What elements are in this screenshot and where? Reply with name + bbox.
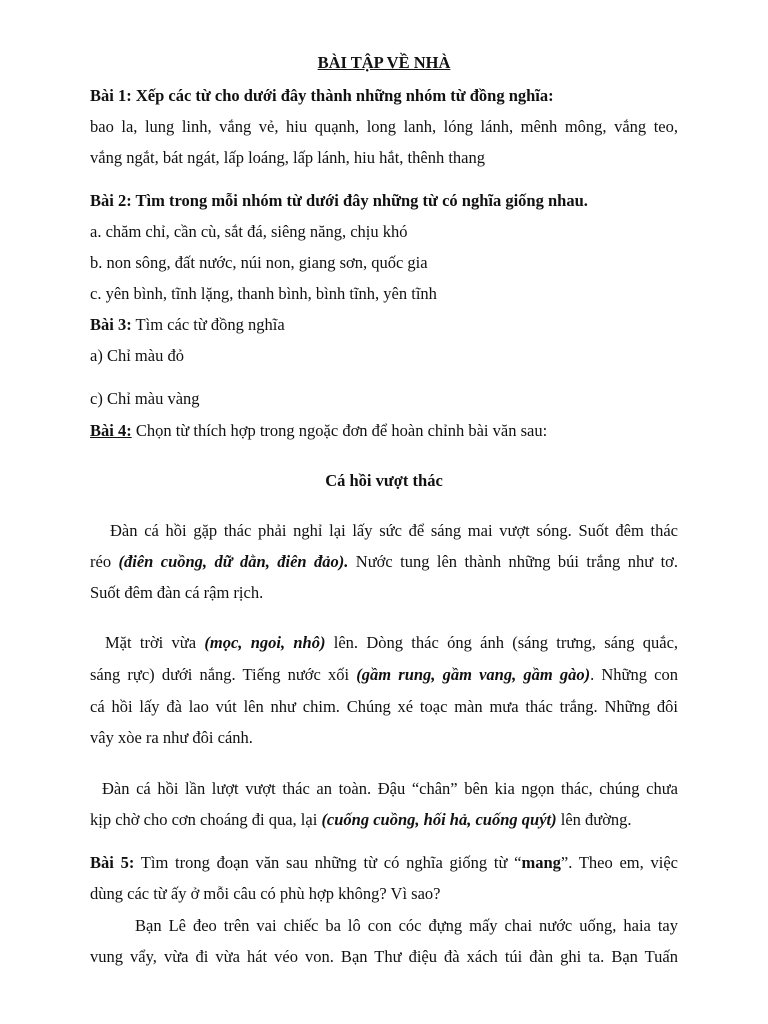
bai2-item-a: a. chăm chỉ, cần cù, sắt đá, siêng năng, chịu khó	[90, 222, 408, 241]
bai2-heading: Bài 2: Tìm trong mỗi nhóm từ dưới đây những từ có nghĩa giống nhau.	[90, 191, 588, 210]
story-p2-line1: Mặt trời vừa (mọc, ngoi, nhô) lên. Dòng thác óng ánh (sáng trưng, sáng quắc,	[105, 633, 679, 652]
story-p2-line2: sáng rực) dưới nắng. Tiếng nước xối (gầm rung, gầm vang, gầm gào). Những con	[90, 665, 678, 684]
bai2-item-c: c. yên bình, tĩnh lặng, thanh bình, bình tĩnh, yên tĩnh	[90, 284, 437, 303]
bai3-heading: Bài 3: Tìm các từ đồng nghĩa	[90, 315, 285, 334]
bai1-heading: Bài 1: Xếp các từ cho dưới đây thành những nhóm từ đồng nghĩa:	[90, 86, 554, 105]
story-p3-line2: kịp chờ cho cơn choáng đi qua, lại (cuống cuồng, hối hả, cuống quýt) lên đường.	[90, 810, 632, 829]
bai2-item-b: b. non sông, đất nước, núi non, giang sơn, quốc gia	[90, 253, 428, 272]
bai5-heading: Bài 5: Tìm trong đoạn văn sau những từ có nghĩa giống từ “mang”. Theo em, việc	[90, 853, 678, 872]
page-title: BÀI TẬP VỀ NHÀ	[317, 53, 451, 72]
bai5-heading-line2: dùng các từ ấy ở mỗi câu có phù hợp không? Vì sao?	[90, 884, 441, 903]
story-p1-line1: Đàn cá hồi gặp thác phải nghỉ lại lấy sức để sáng mai vượt sóng. Suốt đêm thác	[110, 521, 678, 540]
story-p3-line1: Đàn cá hồi lần lượt vượt thác an toàn. Đậu “chân” bên kia ngọn thác, chúng chưa	[102, 779, 678, 798]
bai4-heading: Bài 4: Chọn từ thích hợp trong ngoặc đơn để hoàn chỉnh bài văn sau:	[90, 421, 548, 440]
bai1-words-line1: bao la, lung linh, vắng vẻ, hiu quạnh, long lanh, lóng lánh, mênh mông, vắng teo,	[90, 117, 678, 136]
story-title: Cá hồi vượt thác	[325, 471, 443, 490]
bai3-item-c: c) Chỉ màu vàng	[90, 389, 200, 408]
story-p1-line3: Suốt đêm đàn cá rậm rịch.	[90, 583, 264, 602]
bai5-passage-line1: Bạn Lê đeo trên vai chiếc ba lô con cóc đựng mấy chai nước uống, haia tay	[135, 916, 678, 935]
bai5-passage-line2: vung vẩy, vừa đi vừa hát véo von. Bạn Thư điệu đà xách túi đàn ghi ta. Bạn Tuấn	[90, 947, 678, 966]
story-p2-line4: vây xòe ra như đôi cánh.	[90, 728, 253, 747]
story-p2-line3: cá hồi lấy đà lao vút lên như chim. Chúng xé toạc màn mưa thác trắng. Những đôi	[90, 697, 678, 716]
bai3-item-a: a) Chỉ màu đỏ	[90, 346, 184, 365]
bai1-words-line2: vắng ngắt, bát ngát, lấp loáng, lấp lánh, hiu hắt, thênh thang	[90, 148, 485, 167]
story-p1-line2: réo (điên cuồng, dữ dằn, điên đảo). Nước tung lên thành những búi trắng như tơ.	[90, 552, 678, 571]
